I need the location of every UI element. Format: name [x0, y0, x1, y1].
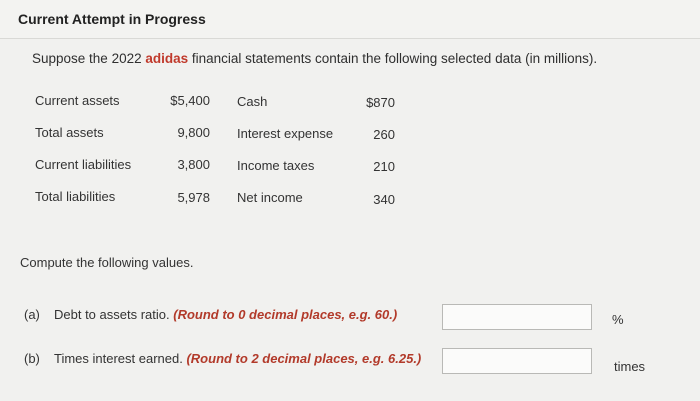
row-value-current-assets: $5,400 — [170, 93, 210, 108]
row-value-current-liabilities: 3,800 — [177, 157, 210, 172]
row-value-total-assets: 9,800 — [177, 125, 210, 140]
question-a — [24, 307, 397, 322]
intro-after: financial statements contain the following selected data (in millions). — [188, 51, 598, 66]
row-value-net-income: 340 — [373, 192, 395, 207]
question-a-hint: (Round to 0 decimal places, e.g. 60.) — [173, 307, 398, 322]
percent-unit: % — [612, 312, 624, 327]
question-a-tag: (a) — [24, 307, 40, 322]
row-label-cash: Cash — [237, 94, 268, 109]
times-interest-earned-input[interactable] — [442, 348, 592, 374]
row-label-current-assets: Current assets — [35, 93, 120, 108]
row-value-interest-expense: 260 — [373, 127, 395, 142]
compute-instruction: Compute the following values. — [20, 255, 194, 270]
row-value-cash: $870 — [366, 95, 395, 110]
row-value-total-liabilities: 5,978 — [177, 190, 210, 205]
problem-statement — [32, 51, 597, 66]
row-value-income-taxes: 210 — [373, 159, 395, 174]
row-label-total-assets: Total assets — [35, 125, 104, 140]
intro-before: Suppose the 2022 — [32, 51, 146, 66]
question-a-text: Debt to assets ratio. — [54, 307, 174, 322]
header-bar — [0, 0, 700, 39]
page-title: Current Attempt in Progress — [18, 11, 206, 27]
question-b-hint: (Round to 2 decimal places, e.g. 6.25.) — [186, 351, 422, 366]
question-b-tag: (b) — [24, 351, 40, 366]
question-b — [24, 351, 421, 366]
times-unit: times — [614, 359, 646, 374]
row-label-current-liabilities: Current liabilities — [35, 157, 132, 172]
row-label-total-liabilities: Total liabilities — [35, 189, 116, 204]
row-label-income-taxes: Income taxes — [237, 158, 315, 173]
debt-to-assets-input[interactable] — [442, 304, 592, 330]
brand-name: adidas — [145, 51, 189, 66]
question-b-text: Times interest earned. — [54, 351, 187, 366]
row-label-net-income: Net income — [237, 190, 303, 205]
row-label-interest-expense: Interest expense — [237, 126, 334, 141]
